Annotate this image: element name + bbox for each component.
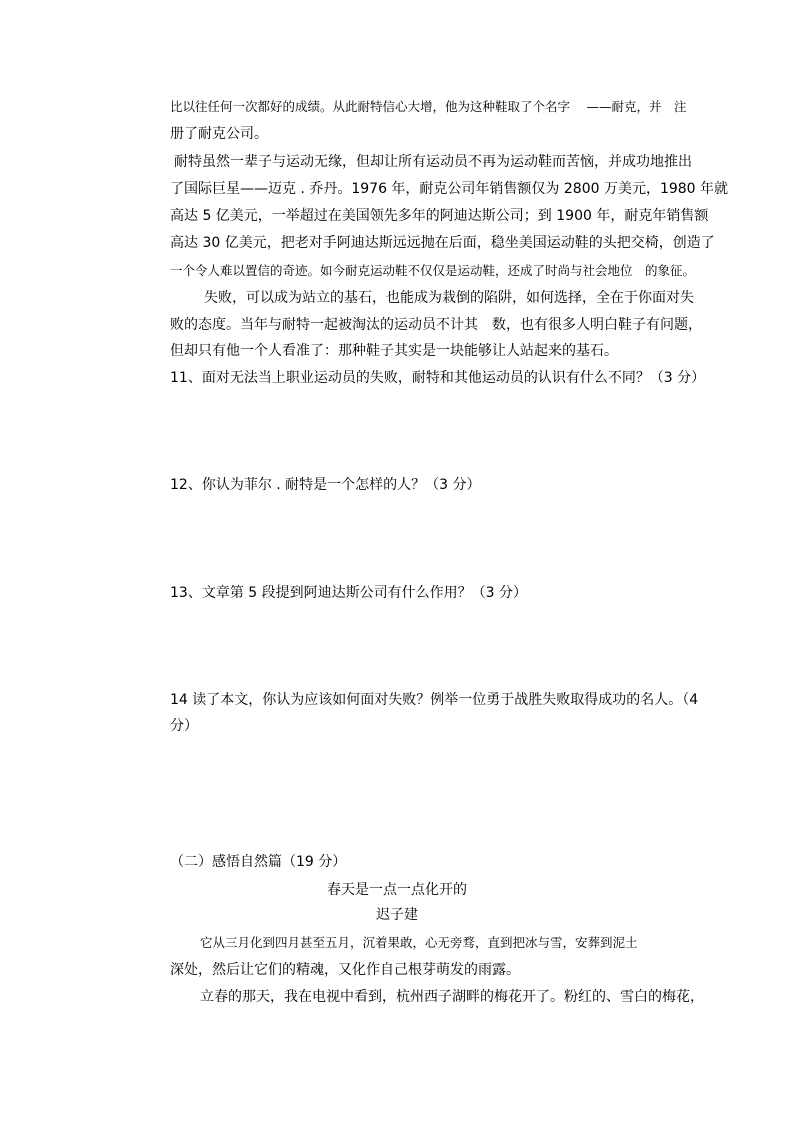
passage-line-6: 高达 30 亿美元，把老对手阿迪达斯远远抛在后面，稳坐美国运动鞋的头把交椅，创造了 <box>170 235 715 251</box>
article-paragraph-1-line-1: 它从三月化到四月甚至五月，沉着果敢，心无旁骛，直到把冰与雪，安葬到泥土 <box>200 935 638 950</box>
passage-line-8: 失败，可以成为站立的基石，也能成为栽倒的陷阱，如何选择，全在于你面对失 <box>204 290 694 306</box>
passage-line-9: 败的态度。当年与耐特一起被淘汰的运动员不计其 数，也有很多人明白鞋子有问题， <box>170 317 702 333</box>
passage-line-3: 耐特虽然一辈子与运动无缘，但却让所有运动员不再为运动鞋而苦恼，并成功地推出 <box>174 154 692 170</box>
article-paragraph-1-line-2: 深处，然后让它们的精魂，又化作自己根芽萌发的雨露。 <box>170 962 520 978</box>
question-13: 13、文章第 5 段提到阿迪达斯公司有什么作用？（3 分） <box>170 585 527 601</box>
passage-line-2: 册了耐克公司。 <box>170 126 268 142</box>
question-14-line-1: 14 读了本文，你认为应该如何面对失败？例举一位勇于战胜失败取得成功的名人。（4 <box>170 692 699 708</box>
question-12: 12、你认为菲尔 . 耐特是一个怎样的人？（3 分） <box>170 477 481 493</box>
passage-line-10: 但却只有他一个人看准了：那种鞋子其实是一块能够让人站起来的基石。 <box>170 343 618 359</box>
question-14-line-2: 分） <box>170 718 198 734</box>
article-paragraph-2-line-1: 立春的那天，我在电视中看到，杭州西子湖畔的梅花开了。粉红的、雪白的梅花， <box>200 989 704 1005</box>
passage-line-7: 一个令人难以置信的奇迹。如今耐克运动鞋不仅仅是运动鞋，还成了时尚与社会地位 的象征。 <box>170 263 696 278</box>
passage-line-5: 高达 5 亿美元，一举超过在美国领先多年的阿迪达斯公司；到 1900 年，耐克年销售额 <box>170 208 709 224</box>
article-author: 迟子建 <box>376 907 418 923</box>
passage-line-1: 比以往任何一次都好的成绩。从此耐特信心大增，他为这种鞋取了个名字 ——耐克，并 注 <box>170 99 687 114</box>
question-11: 11、面对无法当上职业运动员的失败，耐特和其他运动员的认识有什么不同？（3 分） <box>170 370 706 386</box>
section-heading: （二）感悟自然篇（19 分） <box>170 854 347 870</box>
passage-line-4: 了国际巨星——迈克 . 乔丹。1976 年，耐克公司年销售额仅为 2800 万美元，1980 年就 <box>170 181 729 197</box>
article-title: 春天是一点一点化开的 <box>327 882 467 898</box>
